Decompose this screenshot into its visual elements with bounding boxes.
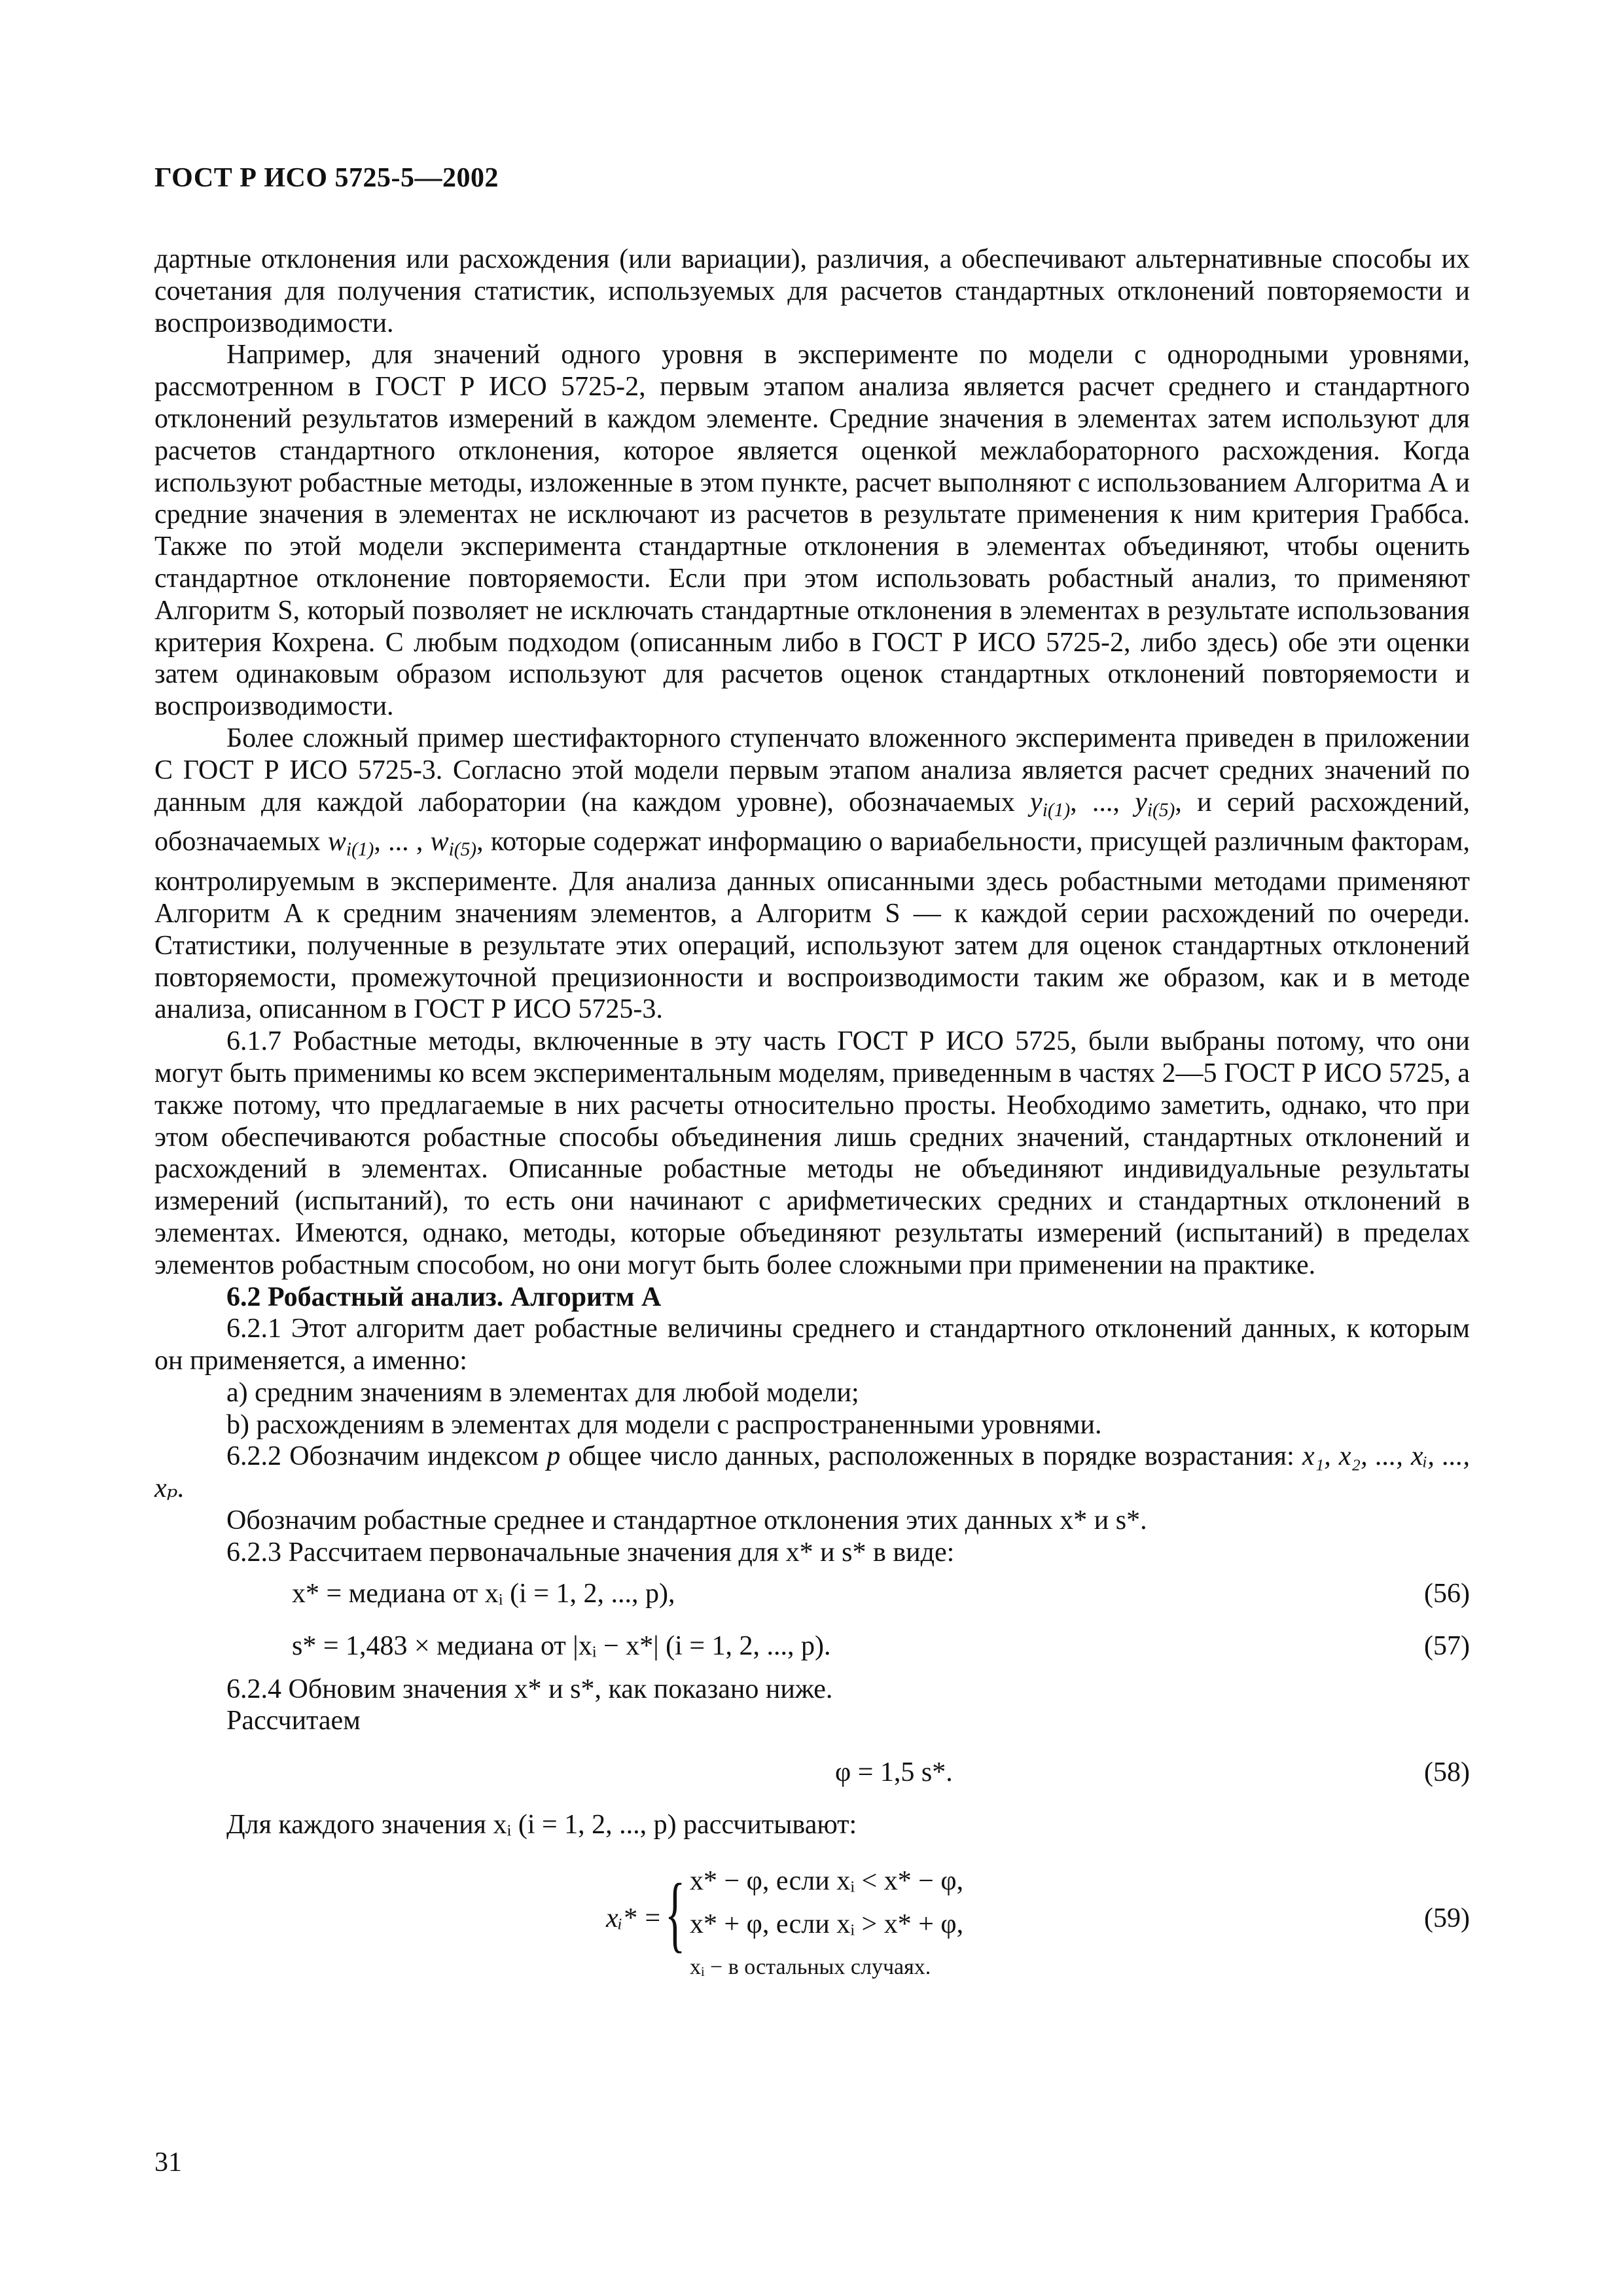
formula-56 [154,1569,1470,1621]
formula-58 [154,1737,1470,1809]
paragraph [154,1441,1470,1505]
paragraph-text: 6.2.2 Обозначим индексом [226,1441,539,1472]
formula-number: (58) [1424,1757,1470,1788]
formula-57 [154,1621,1470,1674]
separator: , ..., [1070,787,1120,817]
paragraph: 6.1.7 Робастные методы, включенные в эту часть ГОСТ Р ИСО 5725, были выбраны потому, что они могут быть применимы ко всем экспериментальным моделям, приведенным в частях 2—5 ГОСТ Р ИСО 5725, а также потому, что предлагаемые в них расчеты относительно просты. Необходимо заметить, однако, что при этом обеспечиваются робастные способы объединения лишь средних значений, стандартных отклонений и расхождений в элементах. Описанные робастные методы не объединяют индивидуальные результаты измерений (испытаний), то есть они начинают с арифметических средних и стандартных отклонений в элементах. Имеются, однако, методы, которые объединяют результаты измерений (испытаний) в пределах элементов робастным способом, но они могут быть более сложными при применении на практике. [154,1026,1470,1280]
paragraph: 6.2.1 Этот алгоритм дает робастные величины среднего и стандартного отклонений данных, к которым он применяется, а именно: [154,1314,1470,1376]
symbol-w: w [327,827,346,857]
subscript: i(1) [1042,799,1071,821]
document-header: ГОСТ Р ИСО 5725-5—2002 [154,163,499,193]
data-list: x₁, x₂, ..., xᵢ, ..., xₚ. [154,1441,1471,1504]
body-text [154,243,1470,1992]
paragraph: Например, для значений одного уровня в эксперименте по модели с однородными уровнями, рассмотренном в ГОСТ Р ИСО 5725-2, первым этапом анализа является расчет среднего и стандартного отклонений результатов измерений в каждом элементе. Средние значения в элементах затем используют для расчетов стандартного отклонения, которое является оценкой межлабораторного расхождения. Когда используют робастные методы, изложенные в этом пункте, расчет выполняют с использованием Алгоритма А и средние значения в элементах не исключают из расчетов в результате применения к ним критерия Граббса. Также по этой модели эксперимента стандартные отклонения в элементах объединяют, чтобы оценить стандартное отклонение повторяемости. Если при этом использовать робастный анализ, то применяют Алгоритм S, который позволяет не исключать стандартные отклонения в элементах в результате использования критерия Кохрена. С любым подходом (описанным либо в ГОСТ Р ИСО 5725-2, либо здесь) обе эти оценки затем одинаковым образом используют для расчетов оценок стандартных отклонений повторяемости и воспроизводимости. [154,340,1470,722]
paragraph: 6.2.3 Рассчитаем первоначальные значения для x* и s* в виде: [226,1537,955,1568]
left-brace-icon: { [665,1867,686,1962]
subscript: i(1) [346,839,374,861]
formula-case: x* − φ, если xᵢ < x* − φ, [690,1866,964,1897]
paragraph-text: общее число данных, расположенных в порядке возрастания: [568,1441,1294,1472]
formula-expression: φ = 1,5 s*. [835,1757,953,1788]
subscript: i(5) [1147,799,1175,821]
list-item: b) расхождениям в элементах для модели с распространенными уровнями. [226,1409,1102,1440]
symbol-w: w [430,827,449,857]
symbol-p: p [546,1441,561,1472]
formula-cases [690,1859,963,1989]
paragraph: дартные отклонения или расхождения (или вариации), различия, а обеспечивают альтернативные способы их сочетания для получения статистик, используемых для расчетов стандартных отклонений повторяемости и воспроизводимости. [154,244,1470,338]
separator: , ... , [374,827,423,857]
paragraph: Рассчитаем [226,1706,361,1736]
formula-number: (59) [1424,1903,1470,1934]
paragraph-text: , которые содержат информацию о вариабельности, присущей различным факторам, контролируемым в эксперименте. Для анализа данных описанными здесь робастными методами применяют Алгоритм А к средним значениям элементов, а Алгоритм S — к каждой серии расхождений по очереди. Статистики, полученные в результате этих операций, используют затем для оценок стандартных отклонений повторяемости, промежуточной прецизионности и воспроизводимости таким же образом, как и в методе анализа, описанном в ГОСТ Р ИСО 5725-3. [154,827,1471,1025]
formula-number: (57) [1424,1630,1470,1661]
formula-number: (56) [1424,1578,1470,1609]
formula-lhs: xᵢ* = [606,1903,662,1934]
paragraph-text: , и серий расхождений, обозначаемых [154,787,1470,857]
paragraph: 6.2.4 Обновим значения x* и s*, как показано ниже. [226,1674,833,1704]
paragraph: Обозначим робастные среднее и стандартное отклонения этих данных x* и s*. [226,1505,1147,1536]
symbol-y: y [1135,787,1147,817]
subscript: i(5) [448,839,477,861]
formula-59 [154,1854,1470,1992]
formula-case: x* + φ, если xᵢ > x* + φ, [690,1909,964,1940]
page-number: 31 [154,2147,182,2178]
formula-expression: s* = 1,483 × медиана от |xᵢ − x*| (i = 1, 2, ..., p). [292,1630,831,1661]
list-item: a) средним значениям в элементах для любой модели; [226,1377,859,1408]
formula-case: xᵢ − в остальных случаях. [690,1955,931,1980]
paragraph: Для каждого значения xᵢ (i = 1, 2, ..., p) рассчитывают: [226,1810,857,1840]
formula-expression: x* = медиана от xᵢ (i = 1, 2, ..., p), [292,1578,675,1609]
symbol-y: y [1030,787,1043,817]
paragraph [154,723,1470,1026]
paragraph-text: Более сложный пример шестифакторного ступенчато вложенного эксперимента приведен в приложении С ГОСТ Р ИСО 5725-3. Согласно этой модели первым этапом анализа является расчет средних значений по данным для каждой лаборатории (на каждом уровне), обозначаемых [154,723,1470,817]
section-heading: 6.2 Робастный анализ. Алгоритм А [226,1282,662,1312]
